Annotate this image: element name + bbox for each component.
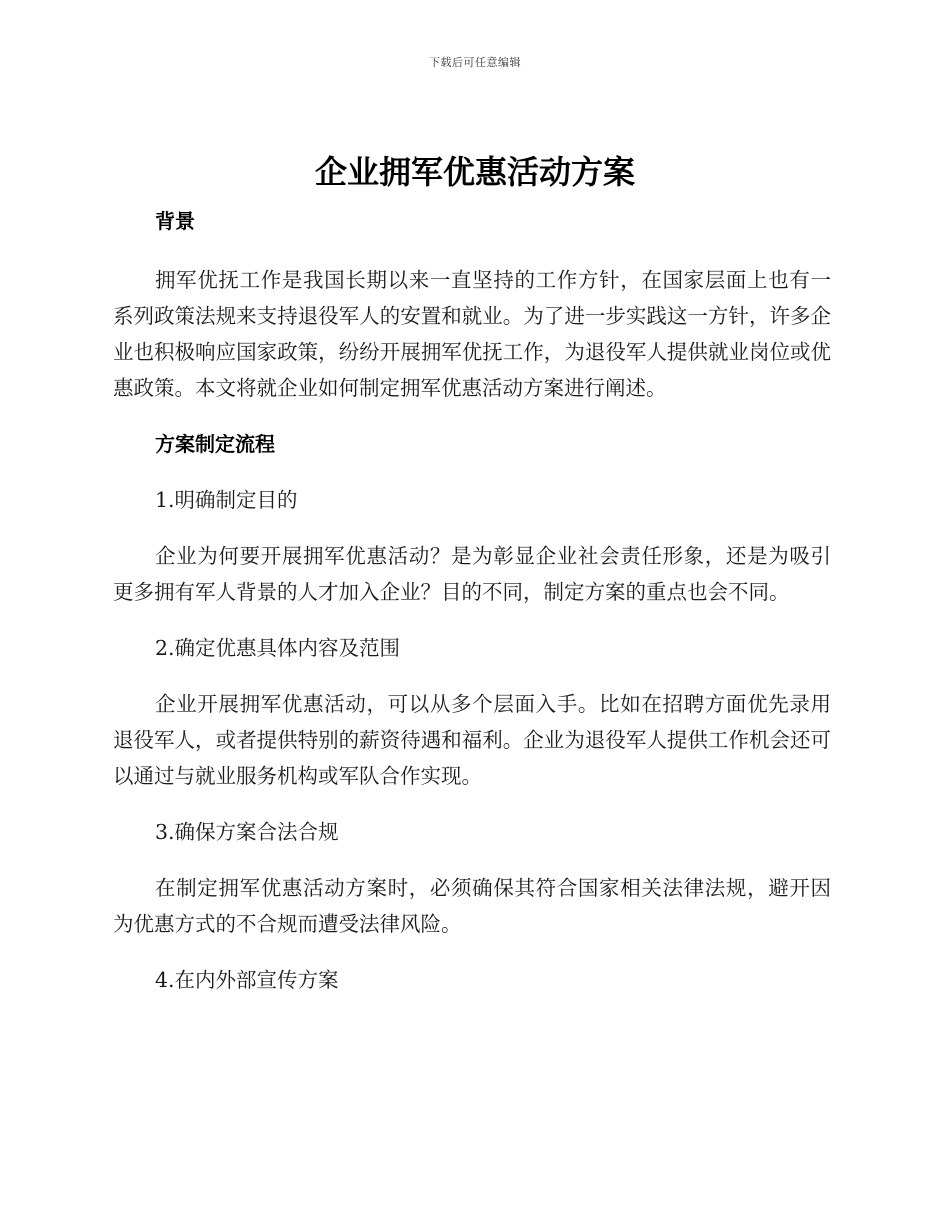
background-paragraph: 拥军优抚工作是我国长期以来一直坚持的工作方针，在国家层面上也有一系列政策法规来支持退役军人的安置和就业。为了进一步实践这一方针，许多企业也积极响应国家政策，纷纷开展拥军优抚工作，为退役军人提供就业岗位或优惠政策。本文将就企业如何制定拥军优惠活动方案进行阐述。 bbox=[113, 268, 831, 400]
step-1-paragraph: 企业为何要开展拥军优惠活动？是为彰显企业社会责任形象，还是为吸引更多拥有军人背景的人才加入企业？目的不同，制定方案的重点也会不同。 bbox=[113, 544, 831, 604]
page-header-note: 下载后可任意编辑 bbox=[429, 56, 521, 69]
spacer bbox=[113, 610, 831, 630]
spacer bbox=[113, 794, 831, 814]
step-2-paragraph: 企业开展拥军优惠活动，可以从多个层面入手。比如在招聘方面优先录用退役军人，或者提供特别的薪资待遇和福利。企业为退役军人提供工作机会还可以通过与就业服务机构或军队合作实现。 bbox=[113, 692, 831, 788]
spacer bbox=[113, 462, 831, 482]
document-title: 企业拥军优惠活动方案 bbox=[314, 153, 635, 191]
step-3-title: 3.确保方案合法合规 bbox=[155, 820, 339, 844]
process-heading: 方案制定流程 bbox=[155, 432, 275, 456]
spacer bbox=[113, 239, 831, 262]
step-1-title: 1.明确制定目的 bbox=[155, 488, 298, 512]
document-body bbox=[113, 203, 831, 998]
spacer bbox=[113, 850, 831, 870]
spacer bbox=[113, 406, 831, 426]
spacer bbox=[113, 666, 831, 686]
background-heading: 背景 bbox=[155, 209, 195, 233]
spacer bbox=[113, 942, 831, 962]
step-2-title: 2.确定优惠具体内容及范围 bbox=[155, 636, 401, 660]
step-3-paragraph: 在制定拥军优惠活动方案时，必须确保其符合国家相关法律法规，避开因为优惠方式的不合规而遭受法律风险。 bbox=[113, 876, 831, 936]
step-4-title: 4.在内外部宣传方案 bbox=[155, 968, 339, 992]
spacer bbox=[113, 518, 831, 538]
